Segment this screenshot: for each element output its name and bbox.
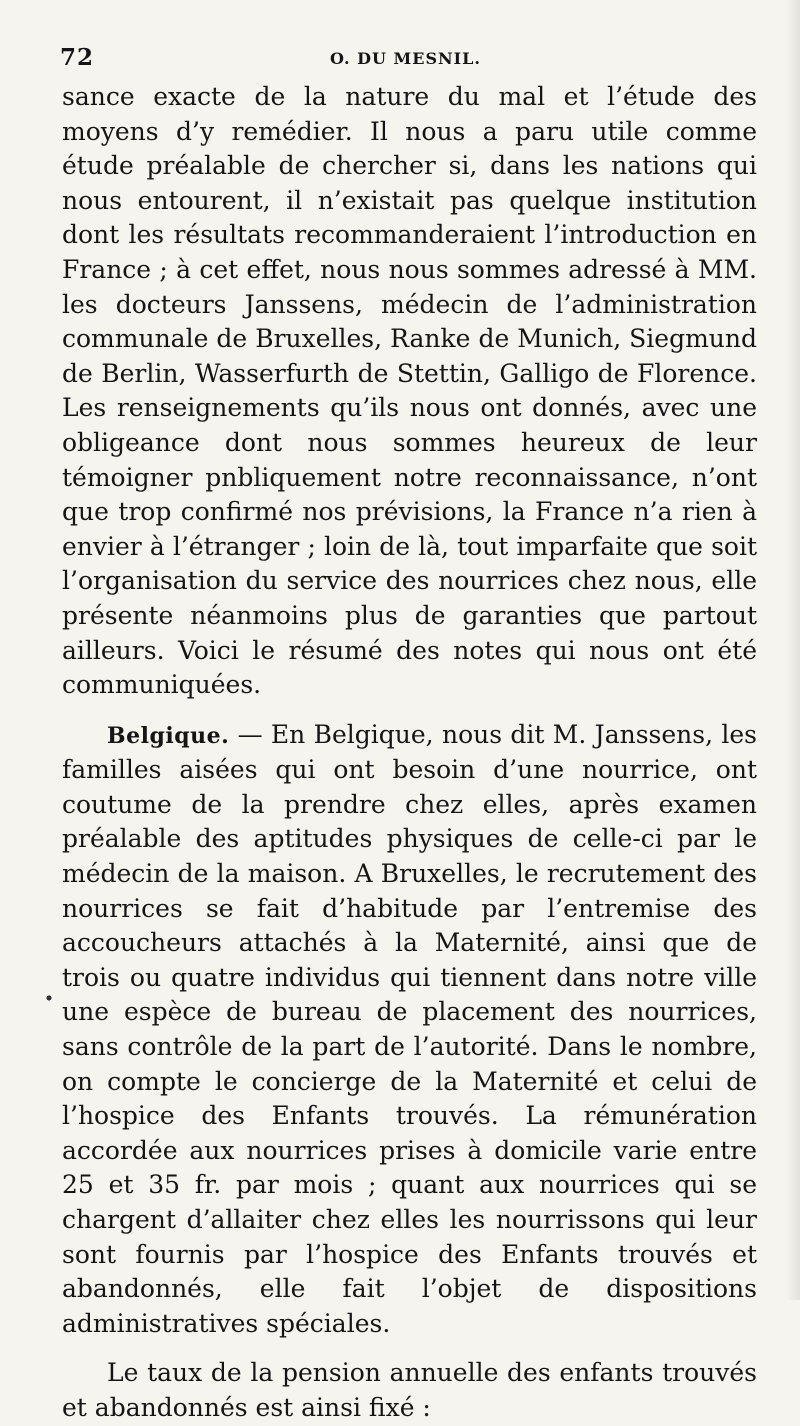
continuation-paragraph: sance exacte de la nature du mal et l’étude des moyens d’y remédier. Il nous a paru utile comme étude préalable de chercher si, dans les nations qui nous entourent, il n’existait pas quelque institution dont les résultats recommanderaient l’introduction en France ; à cet effet, nous nous sommes adressé à MM. les docteurs Janssens, médecin de l’administration communale de Bruxelles, Ranke de Munich, Siegmund de Berlin, Wasserfurth de Stettin, Galligo de Florence. Les renseignements qu’ils nous ont donnés, avec une obligeance dont nous sommes heureux de leur témoigner pnbliquement notre reconnaissance, n’ont que trop confirmé nos prévisions, la France n’a rien à envier à l’étranger ; loin de là, tout imparfaite que soit l’organisation du service des nourrices chez nous, elle présente néanmoins plus de garanties que partout ailleurs. Voici le résumé des notes qui nous ont été communiquées.	[62, 82, 757, 700]
margin-ink-mark	[44, 993, 54, 1003]
page-edge-shadow	[786, 0, 800, 1300]
running-header	[60, 44, 760, 74]
pension-paragraph: Le taux de la pension annuelle des enfants trouvés et abandonnés est ainsi fixé :	[62, 1358, 757, 1422]
section-heading-belgium: Belgique.	[107, 722, 230, 749]
body-text	[62, 80, 757, 1426]
belgium-paragraph-text: — En Belgique, nous dit M. Janssens, les familles aisées qui ont besoin d’une nourrice, ont coutume de la prendre chez elles, après examen préalable des aptitudes physiques de celle-ci par le médecin de la maison. A Bruxelles, le recrutement des nourrices se fait d’habitude par l’entremise des accoucheurs attachés à la Maternité, ainsi que de trois ou quatre individus qui tiennent dans notre ville une espèce de bureau de placement des nourrices, sans contrôle de la part de l’autorité. Dans le nombre, on compte le concierge de la Maternité et celui de l’hospice des Enfants trouvés. La rémunération accordée aux nourrices prises à domicile varie entre 25 et 35 fr. par mois ; quant aux nourrices qui se chargent d’allaiter chez elles les nourrissons qui leur sont fournis par l’hospice des Enfants trouvés et abandonnés, elle fait l’objet de dispositions administratives spéciales.	[62, 719, 757, 1338]
belgium-paragraph	[62, 718, 757, 1342]
running-header-title: O. DU MESNIL.	[330, 49, 481, 68]
page-number: 72	[60, 44, 95, 71]
